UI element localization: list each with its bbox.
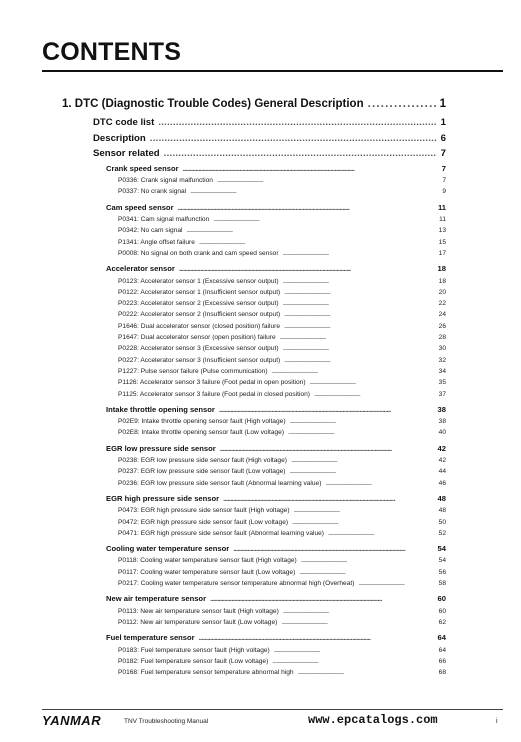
title-rule	[42, 70, 503, 72]
toc-entry-label: P0113: New air temperature sensor fault (High voltage)	[118, 607, 279, 615]
toc-page-number: 46	[438, 479, 446, 487]
toc-entry[interactable]	[118, 580, 446, 587]
toc-entry-label: P0112: New air temperature sensor fault (Low voltage)	[118, 618, 278, 626]
toc-entry[interactable]	[118, 468, 446, 475]
dot-leader	[294, 508, 435, 514]
toc-page-number: 48	[437, 493, 446, 503]
dot-leader	[199, 240, 435, 246]
dot-leader	[284, 324, 435, 330]
page-number: i	[496, 718, 498, 725]
toc-entry-label: Sensor related	[93, 148, 160, 160]
toc-page-number: 64	[438, 646, 446, 654]
toc-entry-label: Crank speed sensor	[106, 163, 179, 173]
dot-leader	[217, 178, 438, 184]
toc-section[interactable]	[93, 133, 446, 144]
dot-leader	[272, 369, 435, 375]
toc-entry[interactable]	[118, 216, 446, 223]
toc-entry-label: P0336: Crank signal malfunction	[118, 177, 213, 185]
toc-page-number: 30	[438, 345, 446, 353]
toc-entry-label: P02E9: Intake throttle opening sensor fault (High voltage)	[118, 418, 286, 426]
toc-section[interactable]	[93, 148, 446, 159]
toc-entry[interactable]	[118, 379, 446, 386]
toc-entry-label: P0183: Fuel temperature sensor fault (High voltage)	[118, 646, 270, 654]
toc-entry-label: P0227: Accelerator sensor 3 (Insufficient sensor output)	[118, 356, 281, 364]
toc-page-number: 15	[438, 238, 446, 246]
toc-page-number: 7	[440, 148, 446, 160]
toc-page-number: 13	[438, 227, 446, 235]
toc-entry[interactable]	[118, 300, 446, 307]
toc-entry-label: EGR high pressure side sensor	[106, 493, 220, 503]
dot-leader	[301, 558, 435, 564]
toc-entry-label: Intake throttle opening sensor	[106, 404, 215, 414]
dot-leader	[199, 633, 434, 642]
toc-entry-label: Fuel temperature sensor	[106, 633, 195, 643]
dot-leader	[210, 594, 434, 603]
dot-leader	[272, 659, 434, 665]
toc-chapter[interactable]	[62, 98, 446, 110]
toc-subsection[interactable]	[106, 444, 446, 453]
toc-page-number: 60	[437, 594, 446, 604]
page-title: CONTENTS	[42, 38, 182, 66]
toc-entry-label: P0182: Fuel temperature sensor fault (Low voltage)	[118, 657, 269, 665]
toc-entry[interactable]	[118, 519, 446, 526]
dot-leader	[283, 609, 435, 615]
dot-leader	[290, 419, 435, 425]
toc-entry[interactable]	[118, 457, 446, 464]
toc-page-number: 32	[438, 356, 446, 364]
dot-leader	[280, 335, 435, 341]
dot-leader	[358, 581, 434, 587]
toc-entry-label: P0008: No signal on both crank and cam speed sensor	[118, 249, 279, 257]
toc-page-number: 18	[438, 277, 446, 285]
toc-page-number: 64	[437, 633, 446, 643]
dot-leader	[281, 620, 434, 626]
toc-entry[interactable]	[118, 289, 446, 296]
dot-leader	[233, 544, 433, 553]
toc-entry-label: P0123: Accelerator sensor 1 (Excessive sensor output)	[118, 277, 279, 285]
toc-entry[interactable]	[118, 345, 446, 352]
toc-entry[interactable]	[118, 357, 446, 364]
toc-entry-label: P0228: Accelerator sensor 3 (Excessive sensor output)	[118, 345, 279, 353]
toc-page-number: 42	[437, 443, 446, 453]
toc-entry[interactable]	[118, 278, 446, 285]
toc-entry[interactable]	[118, 619, 446, 626]
toc-page-number: 54	[437, 544, 446, 553]
toc-page-number: 9	[442, 188, 446, 196]
dot-leader	[290, 469, 435, 475]
dot-leader	[164, 148, 437, 159]
toc-entry[interactable]	[118, 530, 446, 537]
toc-entry[interactable]	[118, 239, 446, 246]
toc-page-number: 28	[438, 334, 446, 341]
toc-subsection[interactable]	[106, 203, 446, 212]
toc-entry-label: P0222: Accelerator sensor 2 (Insufficient sensor output)	[118, 311, 281, 319]
dot-leader	[299, 570, 434, 576]
dot-leader	[179, 264, 434, 273]
dot-leader	[283, 301, 435, 307]
dot-leader	[288, 430, 435, 436]
toc-entry-label: P1126: Accelerator sensor 3 failure (Foot pedal in open position)	[118, 379, 306, 387]
toc-entry[interactable]	[118, 368, 446, 375]
dot-leader	[310, 380, 435, 386]
toc-section[interactable]	[93, 117, 446, 128]
toc-entry-label: P1646: Dual accelerator sensor (closed position) failure	[118, 322, 280, 330]
toc-entry-label: Accelerator sensor	[106, 264, 175, 274]
toc-page-number: 50	[438, 518, 446, 526]
dot-leader	[187, 228, 435, 234]
toc-entry-label: P0118: Cooling water temperature sensor fault (High voltage)	[118, 557, 297, 565]
toc-page-number: 62	[438, 618, 446, 626]
toc-entry-label: P1341: Angle offset failure	[118, 238, 195, 246]
toc-subsection[interactable]	[106, 544, 446, 553]
dot-leader	[158, 117, 436, 128]
toc-page-number: 40	[438, 429, 446, 437]
toc-entry[interactable]	[118, 658, 446, 665]
toc-entry-label: DTC code list	[93, 117, 155, 128]
toc-entry[interactable]	[118, 507, 446, 514]
toc-page-number: 22	[438, 300, 446, 308]
toc-page-number: 38	[437, 404, 446, 414]
toc-page-number: 7	[441, 163, 446, 173]
toc-entry[interactable]	[118, 480, 446, 487]
dot-leader	[368, 98, 436, 110]
dot-leader	[283, 279, 435, 285]
toc-page-number: 18	[437, 264, 446, 274]
toc-entry[interactable]	[118, 227, 446, 234]
toc-page-number: 26	[438, 322, 446, 330]
toc-page-number: 17	[438, 249, 446, 257]
toc-page-number: 66	[438, 657, 446, 665]
dot-leader	[284, 312, 434, 318]
toc-page-number: 37	[438, 390, 446, 398]
toc-entry[interactable]	[118, 323, 446, 330]
dot-leader	[190, 189, 438, 195]
toc-page-number: 44	[438, 468, 446, 476]
toc-entry-label: P0117: Cooling water temperature sensor fault (Low voltage)	[118, 568, 296, 576]
toc-page-number: 6	[440, 132, 446, 144]
toc-entry-label: Description	[93, 132, 146, 144]
toc-page-number: 11	[437, 202, 446, 212]
toc-entry-label: Cam speed sensor	[106, 202, 174, 212]
toc-page-number: 35	[438, 379, 446, 387]
toc-entry-label: P1647: Dual accelerator sensor (open position) failure	[118, 334, 276, 341]
toc-page-number: 56	[438, 568, 446, 576]
dot-leader	[314, 392, 435, 398]
dot-leader	[220, 444, 434, 453]
toc-entry-label: P0238: EGR low pressure side sensor fault (High voltage)	[118, 457, 287, 464]
dot-leader	[284, 290, 434, 296]
toc-entry[interactable]	[118, 647, 446, 654]
toc-page-number: 7	[442, 177, 446, 185]
toc-subsection[interactable]	[106, 264, 446, 273]
toc-entry-label: P0236: EGR low pressure side sensor fault (Abnormal learning value)	[118, 479, 322, 487]
toc-page-number: 68	[438, 669, 446, 677]
dot-leader	[325, 481, 434, 487]
toc-page-number: 54	[438, 557, 446, 565]
toc-page-number: 58	[438, 580, 446, 587]
dot-leader	[183, 164, 438, 173]
toc-page-number: 11	[439, 216, 446, 223]
toc-entry[interactable]	[118, 188, 446, 195]
toc-entry[interactable]	[118, 429, 446, 436]
toc-entry[interactable]	[118, 311, 446, 318]
toc-entry-label: P0341: Cam signal malfunction	[118, 216, 210, 223]
dot-leader	[298, 670, 435, 676]
toc-page-number: 34	[438, 367, 446, 375]
toc-page-number: 38	[438, 418, 446, 426]
toc-entry-label: P0217: Cooling water temperature sensor temperature abnormal high (Overheat)	[118, 580, 355, 587]
toc-entry-label: P0168: Fuel temperature sensor temperature abnormal high	[118, 669, 294, 677]
toc-entry[interactable]	[118, 669, 446, 676]
toc-entry-label: EGR low pressure side sensor	[106, 443, 216, 453]
toc-entry[interactable]	[118, 250, 446, 257]
toc-page-number: 1	[439, 98, 446, 110]
toc-entry-label: P0223: Accelerator sensor 2 (Excessive sensor output)	[118, 300, 279, 308]
toc-entry-label: P0471: EGR high pressure side sensor fault (Abnormal learning value)	[118, 529, 324, 537]
dot-leader	[274, 648, 435, 654]
toc-subsection[interactable]	[106, 164, 446, 173]
toc-page-number: 60	[438, 607, 446, 615]
dot-leader	[328, 531, 435, 537]
manual-title: TNV Troubleshooting Manual	[124, 718, 209, 725]
toc-entry-label: New air temperature sensor	[106, 594, 207, 604]
toc-entry[interactable]	[118, 334, 446, 341]
toc-entry-label: P0122: Accelerator sensor 1 (Insufficient sensor output)	[118, 288, 281, 296]
toc-entry[interactable]	[118, 418, 446, 425]
dot-leader	[150, 133, 437, 144]
dot-leader	[213, 217, 435, 223]
toc-entry-label: P1227: Pulse sensor failure (Pulse communication)	[118, 367, 268, 375]
toc-entry-label: 1. DTC (Diagnostic Trouble Codes) General Description	[62, 98, 364, 110]
footer-rule	[42, 709, 503, 710]
dot-leader	[223, 494, 433, 503]
dot-leader	[292, 520, 435, 526]
dot-leader	[178, 203, 434, 212]
toc-entry[interactable]	[118, 177, 446, 184]
toc-entry-label: P1125: Accelerator sensor 3 failure (Foot pedal in closed position)	[118, 390, 310, 398]
toc-page-number: 1	[440, 117, 446, 128]
dot-leader	[284, 358, 434, 364]
toc-page-number: 24	[438, 311, 446, 319]
dot-leader	[283, 346, 435, 352]
dot-leader	[283, 251, 435, 257]
toc-entry[interactable]	[118, 557, 446, 564]
toc-entry-label: P0473: EGR high pressure side sensor fault (High voltage)	[118, 507, 290, 515]
yanmar-logo: YANMAR	[42, 713, 102, 728]
toc-entry-label: Cooling water temperature sensor	[106, 544, 230, 553]
toc-page-number: 48	[438, 507, 446, 515]
website-link[interactable]: www.epcatalogs.com	[308, 713, 438, 727]
toc-entry[interactable]	[118, 569, 446, 576]
toc-entry[interactable]	[118, 608, 446, 615]
dot-leader	[291, 458, 435, 464]
toc-page-number: 20	[438, 288, 446, 296]
toc-page-number: 52	[438, 529, 446, 537]
toc-subsection[interactable]	[106, 633, 446, 642]
toc-entry-label: P02E8: Intake throttle opening sensor fault (Low voltage)	[118, 429, 285, 437]
toc-subsection[interactable]	[106, 594, 446, 603]
toc-subsection[interactable]	[106, 494, 446, 503]
toc-entry-label: P0237: EGR low pressure side sensor fault (Low voltage)	[118, 468, 286, 476]
toc-entry-label: P0472: EGR high pressure side sensor fault (Low voltage)	[118, 518, 289, 526]
dot-leader	[219, 405, 434, 414]
toc-subsection[interactable]	[106, 405, 446, 414]
toc-page-number: 42	[438, 457, 446, 464]
toc-entry[interactable]	[118, 391, 446, 398]
toc-entry-label: P0342: No cam signal	[118, 227, 183, 235]
toc-entry-label: P0337: No crank signal	[118, 188, 187, 196]
